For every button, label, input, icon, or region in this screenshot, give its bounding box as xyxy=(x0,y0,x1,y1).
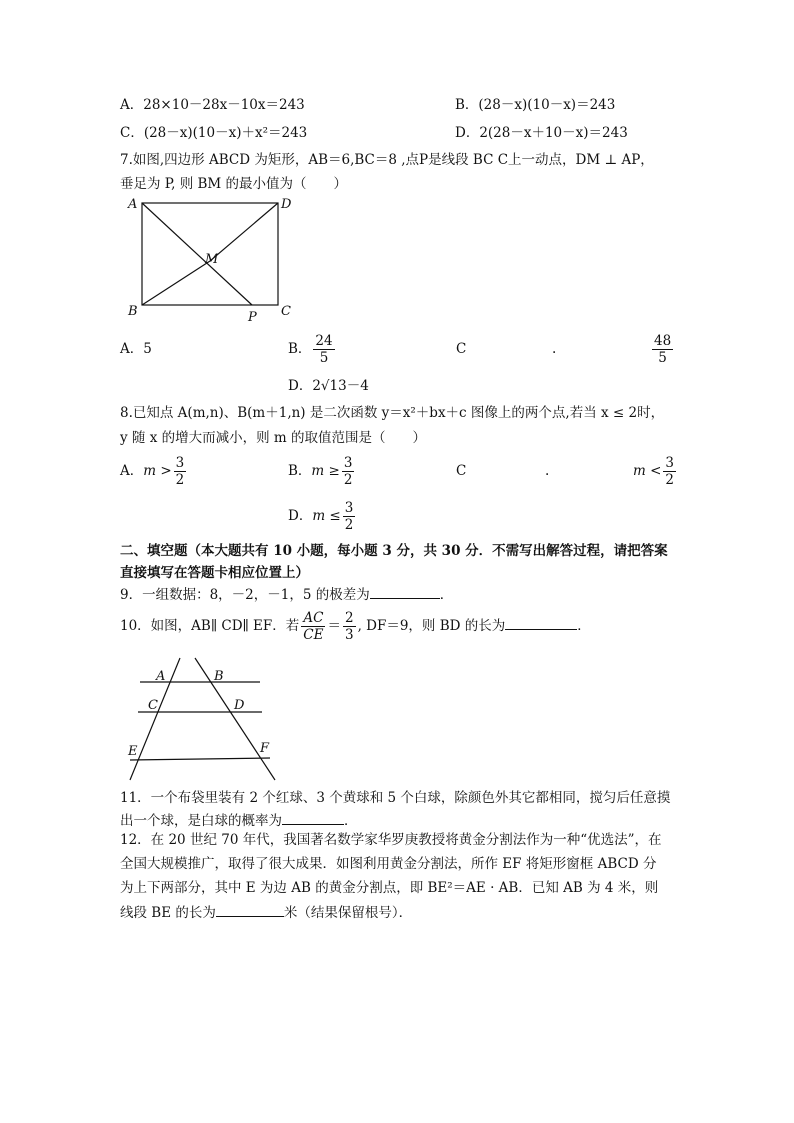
q10-frac-numerator: AC xyxy=(303,610,324,626)
q11-end: ． xyxy=(344,813,358,829)
q12-line4 xyxy=(120,902,412,923)
q12-line2: 全国大规模推广，取得了很大成果．如图利用黄金分割法，所作 EF 将矩形窗框 ABCD 分 xyxy=(120,856,657,872)
section-2-heading-line1: 二、填空题（本大题共有 10 小题，每小题 3 分，共 30 分．不需写出解答过程，请把答案 xyxy=(120,543,668,559)
q8-option-d-relation: m ≤ xyxy=(312,508,341,524)
q10-frac2-denominator: 3 xyxy=(344,627,354,643)
q10-tail: , DF＝9，则 BD 的长为 xyxy=(357,618,506,634)
q10-frac-denominator: CE xyxy=(303,627,324,643)
transversal-left xyxy=(130,658,180,780)
q7-option-d: D．2√13－4 xyxy=(288,378,369,394)
q6-option-a: A．28×10－28x－10x＝243 xyxy=(120,97,305,113)
label-c: C xyxy=(148,698,158,713)
q8-option-b-denominator: 2 xyxy=(343,472,353,488)
q7-option-a: A．5 xyxy=(120,341,152,357)
q8-option-a-denominator: 2 xyxy=(175,472,185,488)
q10-answer-blank xyxy=(505,615,577,630)
q12-line3: 为上下两部分，其中 E 为边 AB 的黄金分割点，即 BE²＝AE · AB．已知 AB 为 4 米，则 xyxy=(120,880,659,896)
q8-option-d-numerator: 3 xyxy=(344,500,354,516)
q8-option-a-numerator: 3 xyxy=(175,455,185,471)
q8-option-b-relation: m ≥ xyxy=(311,463,340,479)
q11-line1: 11．一个布袋里装有 2 个红球、3 个黄球和 5 个白球，除颜色外其它都相同，搅匀后任意摸 xyxy=(120,790,671,806)
q7-option-c-numerator: 48 xyxy=(654,333,672,349)
q7-option-c-value xyxy=(650,329,675,369)
label-a: A xyxy=(128,197,138,212)
q7-stem-line1: 7.如图,四边形 ABCD 为矩形，AB＝6,BC＝8 ,点P是线段 BC C上一动点，DM ⊥ AP， xyxy=(120,152,654,168)
q7-stem-line2: 垂足为 P, 则 BM 的最小值为（ ） xyxy=(120,176,348,192)
q12-line1: 12．在 20 世纪 70 年代，我国著名数学家华罗庚教授将黄金分割法作为一种“优选法”，在 xyxy=(120,832,662,848)
label-b: B xyxy=(214,669,224,684)
q10-prefix: 10．如图，AB∥ CD∥ EF．若 xyxy=(120,618,300,634)
segment-dm xyxy=(210,203,278,261)
q8-option-d-prefix: D． xyxy=(288,508,313,524)
q8-option-a xyxy=(120,451,188,491)
q10-frac2-numerator: 2 xyxy=(344,610,354,626)
q8-option-c-dot: . xyxy=(545,463,550,479)
q8-option-c-label: C xyxy=(456,463,467,479)
q6-option-d: D．2(28－x＋10－x)＝243 xyxy=(455,125,628,141)
label-f: F xyxy=(260,741,270,756)
segment-bm xyxy=(142,261,210,305)
line-ef xyxy=(130,758,270,760)
q8-option-d-denominator: 2 xyxy=(344,517,354,533)
q10-equals: ＝ xyxy=(327,618,341,634)
q7-option-b xyxy=(288,329,337,369)
q8-option-b-prefix: B． xyxy=(288,463,312,479)
label-e: E xyxy=(128,744,138,759)
q8-option-c-value xyxy=(633,451,678,491)
q12-line4-prefix: 线段 BE 的长为 xyxy=(120,905,216,921)
transversal-right xyxy=(195,658,275,780)
q11-stem: 出一个球，是白球的概率为 xyxy=(120,813,282,829)
q7-option-c-label: C xyxy=(456,341,467,357)
q8-stem-line2: y 随 x 的增大而减小，则 m 的取值范围是（ ） xyxy=(120,430,426,446)
label-m: M xyxy=(205,252,219,267)
section-2-heading-line2: 直接填写在答题卡相应位置上） xyxy=(120,565,309,581)
q12-answer-blank xyxy=(216,902,284,917)
q7-option-c-denominator: 5 xyxy=(658,350,667,366)
q9-end: ． xyxy=(439,587,454,603)
q8-option-a-prefix: A． xyxy=(120,463,144,479)
q8-option-a-relation: m > xyxy=(143,463,172,479)
q9-text xyxy=(120,584,453,605)
segment-ap xyxy=(142,203,252,305)
label-d: D xyxy=(281,197,292,212)
q11-answer-blank xyxy=(282,810,344,825)
q12-line4-suffix: 米（结果保留根号）． xyxy=(283,905,413,921)
q8-option-b-numerator: 3 xyxy=(343,455,353,471)
label-d: D xyxy=(234,698,245,713)
label-a: A xyxy=(156,669,166,684)
q10-parallel-lines-figure xyxy=(120,652,290,787)
q8-option-d xyxy=(288,496,357,536)
label-c: C xyxy=(281,304,291,319)
q7-option-b-numerator: 24 xyxy=(315,333,333,349)
q8-option-c-relation: m < xyxy=(633,463,662,479)
q8-option-c-denominator: 2 xyxy=(665,472,674,488)
q8-option-b xyxy=(288,451,356,491)
q10-text xyxy=(120,606,591,646)
q9-stem: 9．一组数据：8，－2，－1，5 的极差为 xyxy=(120,587,370,603)
q7-option-b-prefix: B． xyxy=(288,341,312,357)
q9-answer-blank xyxy=(370,584,440,599)
label-b: B xyxy=(128,304,138,319)
q6-option-b: B．(28－x)(10－x)＝243 xyxy=(455,97,616,113)
label-p: P xyxy=(248,310,257,323)
q7-option-b-denominator: 5 xyxy=(319,350,329,366)
q6-option-c: C．(28－x)(10－x)＋x²＝243 xyxy=(120,125,308,141)
q10-end: ． xyxy=(577,618,591,634)
q8-option-c-numerator: 3 xyxy=(665,455,674,471)
q7-option-c-dot: . xyxy=(552,341,557,357)
q7-rectangle-figure xyxy=(120,193,300,323)
q11-line2 xyxy=(120,810,358,831)
q8-stem-line1: 8.已知点 A(m,n)、B(m＋1,n) 是二次函数 y＝x²＋bx＋c 图像上的两个点,若当 x ≤ 2时， xyxy=(120,405,665,421)
